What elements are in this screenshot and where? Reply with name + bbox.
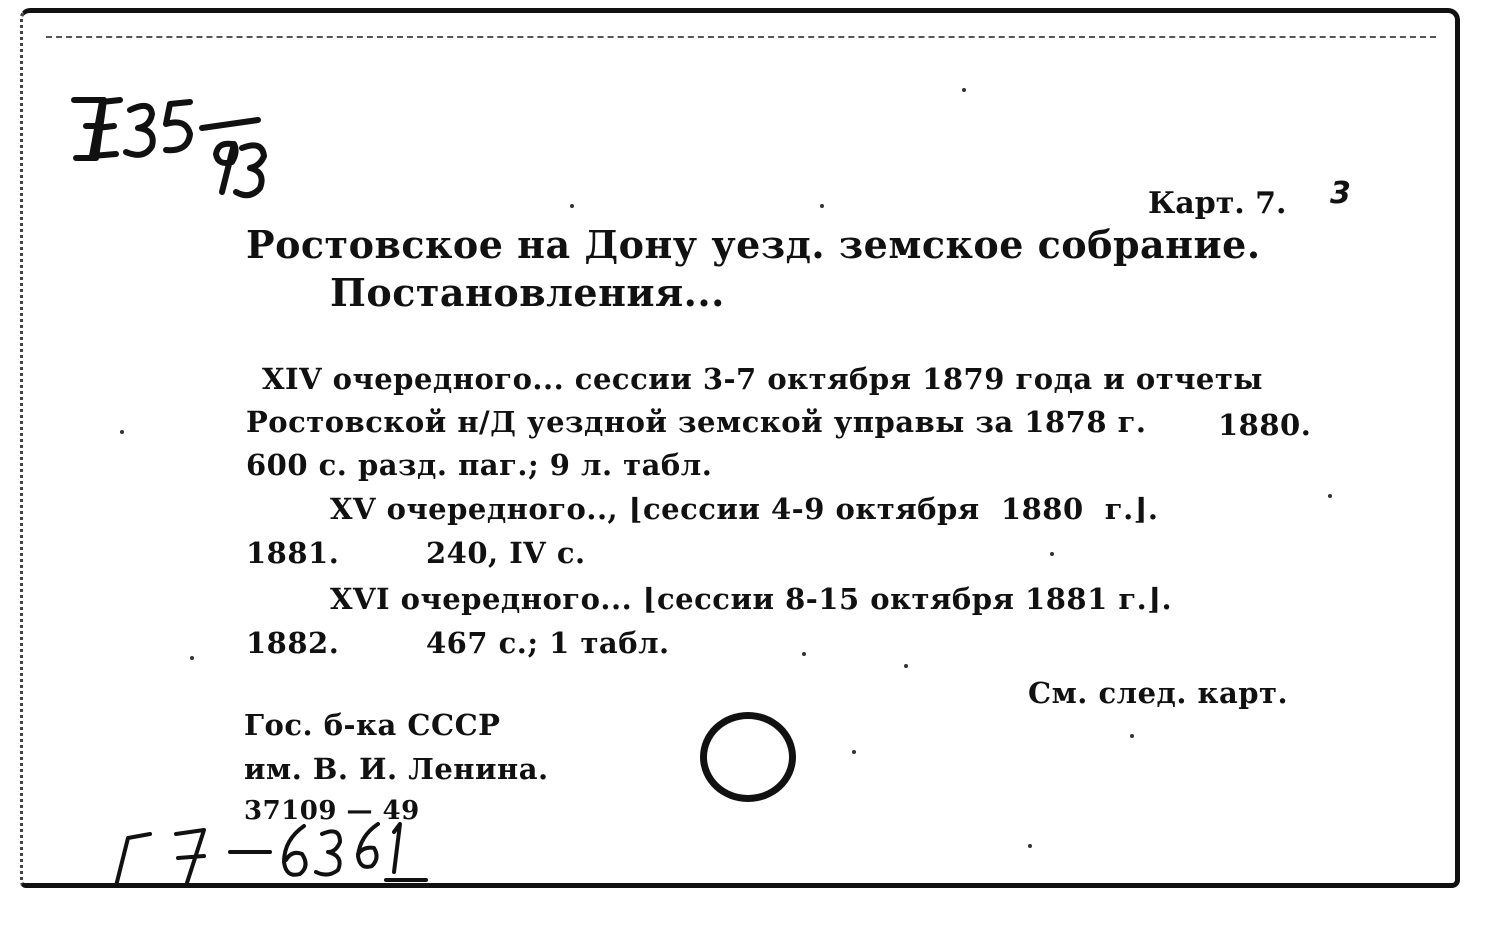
scan-speck (570, 204, 574, 208)
entry1-subtitle: Ростовской н/Д уездной земской управы за 1878 г. (246, 405, 1147, 439)
entry3-year: 1882. (246, 626, 340, 660)
entry2-title: XV очередного.., ⌊сессии 4-9 октября 1880 г.⌋. (330, 492, 1159, 526)
card-index-handwritten: 3 (1330, 176, 1351, 211)
see-next-card: См. след. карт. (1028, 676, 1289, 710)
scan-speck (1050, 552, 1054, 556)
scan-speck (904, 664, 908, 668)
card-number-label: Карт. 7. (1148, 186, 1287, 221)
scan-speck (962, 88, 966, 92)
scan-speck (1130, 734, 1134, 738)
punch-hole (700, 712, 796, 802)
entry1-year: 1880. (1218, 408, 1312, 442)
entry1-pagination: 600 с. разд. паг.; 9 л. табл. (246, 448, 713, 482)
heading-subtitle: Постановления... (330, 270, 725, 315)
library-number: 37109 — 49 (244, 796, 420, 826)
scan-speck (190, 656, 194, 660)
scan-speck (1028, 844, 1032, 848)
entry2-year: 1881. (246, 536, 340, 570)
library-name: Гос. б-ка СССР (244, 708, 501, 742)
scan-speck (120, 430, 124, 434)
heading-title: Ростовское на Дону уезд. земское собрание. (246, 222, 1261, 267)
scan-speck (852, 750, 856, 754)
scan-speck (820, 204, 824, 208)
handwritten-shelf-mark (62, 67, 302, 212)
entry2-pages: 240, IV с. (426, 536, 586, 570)
entry1-title: XIV очередного... сессии 3-7 октября 1879 года и отчеты (262, 362, 1263, 396)
scan-speck (1328, 494, 1332, 498)
library-name-line2: им. В. И. Ленина. (244, 752, 549, 786)
entry3-title: XVI очередного... ⌊сессии 8-15 октября 1881 г.⌋. (330, 582, 1173, 616)
handwritten-number-text: Г7-6361 (100, 781, 167, 800)
shelf-mark-text: E35/93 (62, 67, 120, 86)
scan-speck (802, 652, 806, 656)
top-dashed-rule (46, 36, 1436, 38)
handwritten-number (100, 781, 460, 896)
entry3-pages: 467 с.; 1 табл. (426, 626, 670, 660)
